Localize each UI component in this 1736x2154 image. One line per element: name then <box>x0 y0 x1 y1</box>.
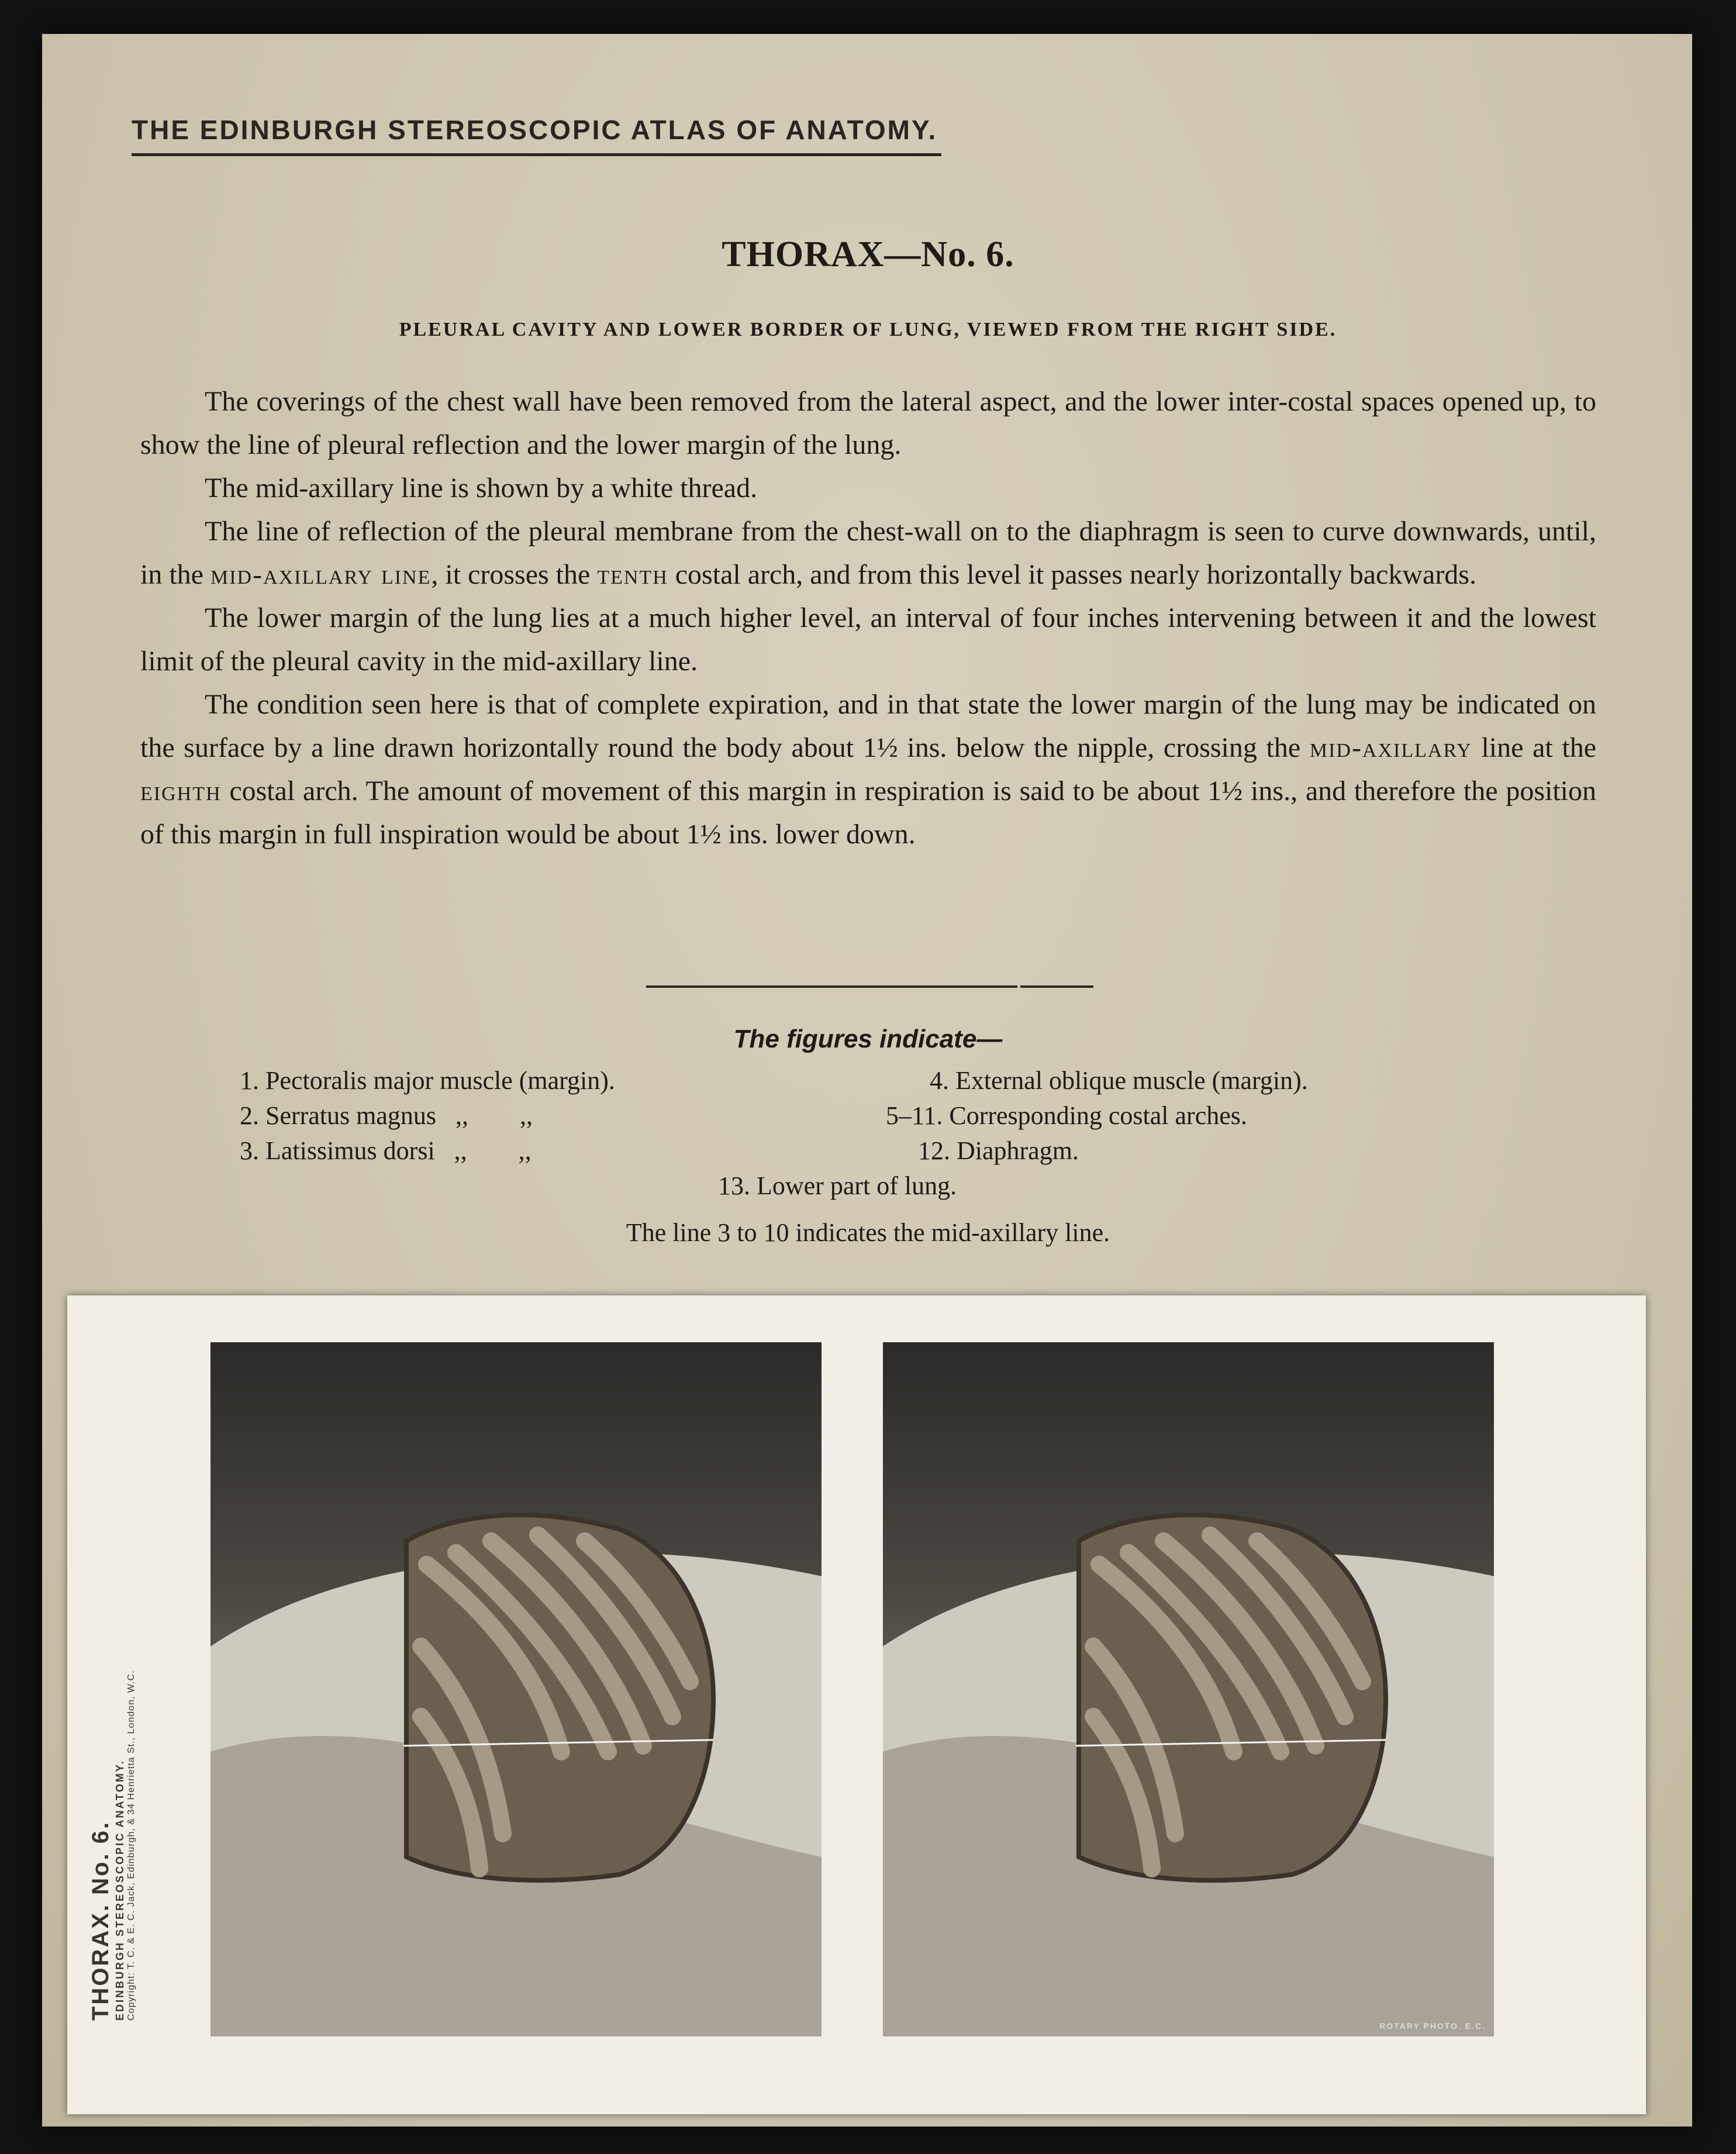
description-text <box>140 380 1596 856</box>
card-side-caption: THORAX. No. 6. EDINBURGH STEREOSCOPIC ANATOMY. Copyright: T. C. & E. C. Jack, Edinburgh, & 34 Henrietta St., London, W.C. <box>88 1670 136 2021</box>
page-title: THORAX—No. 6. <box>722 235 1014 274</box>
figure-item: 2. Serratus magnus ,, ,, <box>240 1101 533 1130</box>
stereo-photo-right <box>883 1342 1494 2036</box>
small-caps-term: mid-axillary line <box>210 559 432 590</box>
figure-item: 4. External oblique muscle (margin). <box>930 1066 1308 1095</box>
small-caps-term: eighth <box>140 776 222 807</box>
paragraph-2: The mid-axillary line is shown by a white thread. <box>205 473 758 504</box>
section-divider <box>646 985 1017 988</box>
figures-heading: The figures indicate— <box>733 1025 1003 1053</box>
paragraph-5: The condition seen here is that of complete expiration, and in that state the lower margin of the lung may be indicated on the surface by a line drawn horizontally round the body about 1½ ins. below the nipple, crossing the mid-axillary line at the eighth costal arch. The amount of movement of this margin in respiration is said to be about 1½ ins., and therefore the position of this margin in full inspiration would be about 1½ ins. lower down. <box>140 689 1597 850</box>
photo-credit: ROTARY PHOTO. E.C. <box>1379 2021 1486 2031</box>
paragraph-4: The lower margin of the lung lies at a much higher level, an interval of four inches intervening between it and the lowest limit of the pleural cavity in the mid-axillary line. <box>140 602 1596 677</box>
figure-item: 1. Pectoralis major muscle (margin). <box>240 1066 615 1095</box>
stereograph-card <box>67 1295 1646 2114</box>
thorax-dissection-image <box>210 1342 822 2036</box>
figure-item: 5–11. Corresponding costal arches. <box>886 1101 1247 1130</box>
header-rule <box>132 153 941 156</box>
figure-item: 12. Diaphragm. <box>918 1136 1079 1165</box>
atlas-title: THE EDINBURGH STEREOSCOPIC ATLAS OF ANATOMY. <box>132 115 938 145</box>
section-divider <box>1020 985 1093 988</box>
figure-item: 13. Lower part of lung. <box>718 1171 957 1200</box>
paragraph-3: The line of reflection of the pleural membrane from the chest-wall on to the diaphragm is seen to curve downwards, until, in the mid-axillary line, it crosses the tenth costal arch, and from this level it passes nearly horizontally backwards. <box>140 516 1596 590</box>
midaxillary-note: The line 3 to 10 indicates the mid-axillary line. <box>626 1218 1110 1247</box>
small-caps-term: tenth <box>597 559 668 590</box>
page-subtitle: PLEURAL CAVITY AND LOWER BORDER OF LUNG, VIEWED FROM THE RIGHT SIDE. <box>399 319 1337 340</box>
small-caps-term: mid-axillary <box>1309 732 1472 763</box>
thorax-dissection-image <box>883 1342 1494 2036</box>
stereo-photo-left <box>210 1342 822 2036</box>
figure-item: 3. Latissimus dorsi ,, ,, <box>240 1136 532 1165</box>
paragraph-1: The coverings of the chest wall have been removed from the lateral aspect, and the lower inter-costal spaces opened up, to show the line of pleural reflection and the lower margin of the lung. <box>140 386 1596 460</box>
